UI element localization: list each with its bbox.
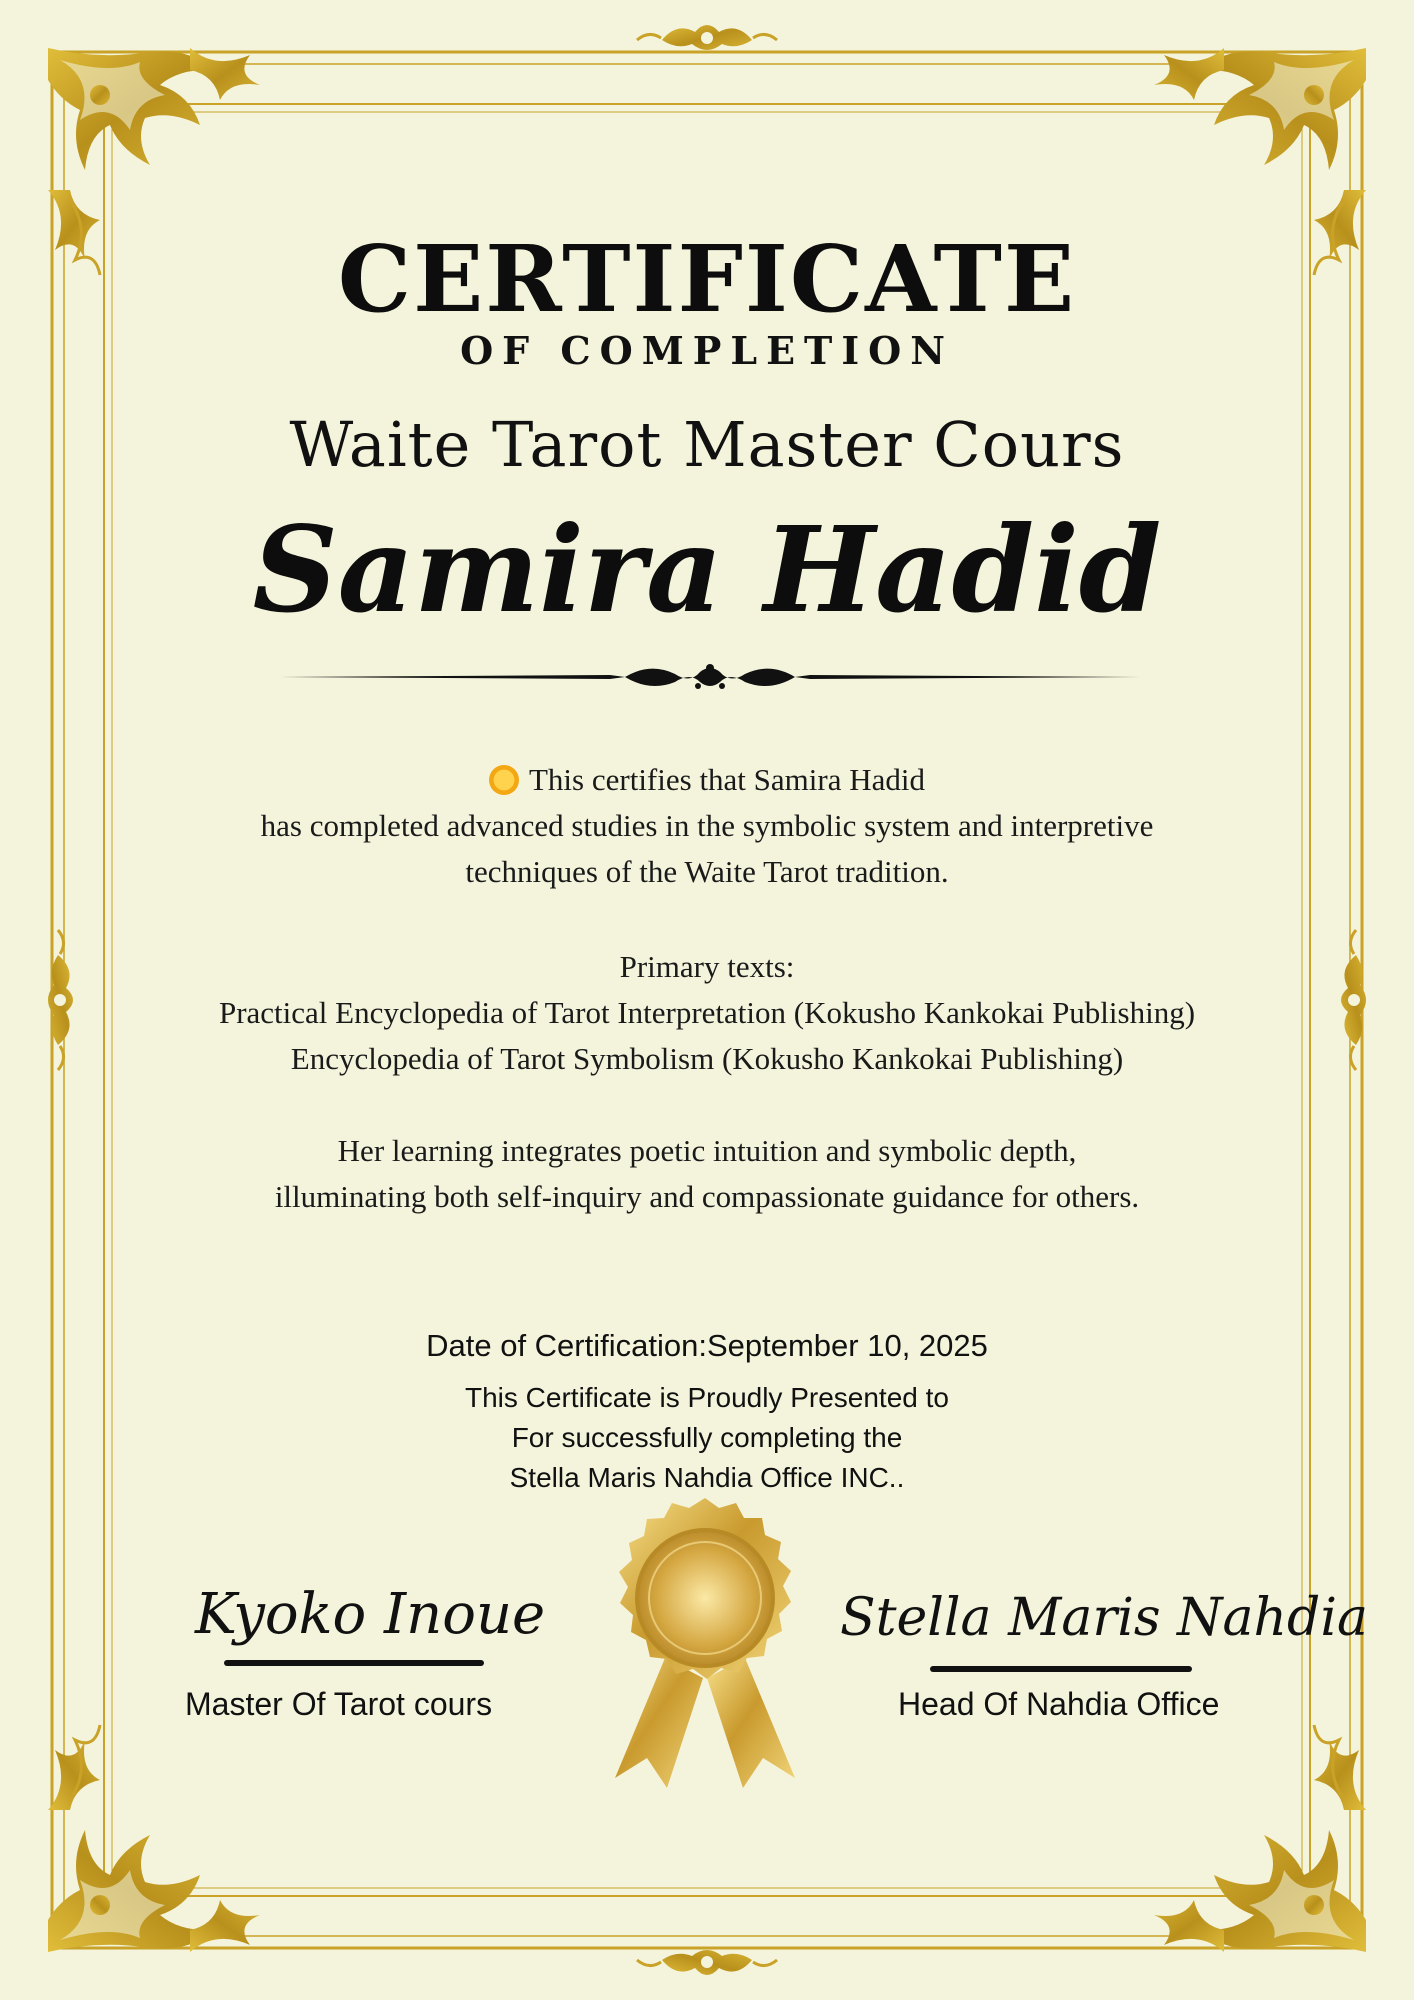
presented-line-3: Stella Maris Nahdia Office INC.. <box>509 1462 905 1493</box>
signer-role-right: Head Of Nahdia Office <box>898 1686 1220 1722</box>
signature-right: Stella Maris Nahdia <box>840 1588 1368 1648</box>
primary-texts-heading: Primary texts: <box>619 949 795 984</box>
closing-line-2: illuminating both self-inquiry and compassionate guidance for others. <box>274 1179 1140 1214</box>
primary-text-2: Encyclopedia of Tarot Symbolism (Kokusho Kankokai Publishing) <box>290 1041 1124 1076</box>
certificate-subtitle: OF COMPLETION <box>460 328 954 373</box>
primary-text-1: Practical Encyclopedia of Tarot Interpretation (Kokusho Kankokai Publishing) <box>218 995 1196 1030</box>
signer-role-left: Master Of Tarot cours <box>185 1686 493 1722</box>
certification-statement <box>0 757 1414 895</box>
primary-texts <box>0 944 1414 1082</box>
statement-line-2: has completed advanced studies in the symbolic system and interpretive <box>260 808 1154 843</box>
signature-line-left <box>224 1660 484 1666</box>
recipient-name: Samira Hadid <box>252 500 1162 639</box>
presented-line-2: For successfully completing the <box>511 1422 903 1453</box>
signature-line-right <box>930 1666 1192 1672</box>
course-name: Waite Tarot Master Cours <box>289 408 1125 481</box>
statement-line-3: techniques of the Waite Tarot tradition. <box>465 854 949 889</box>
certificate-title: CERTIFICATE <box>337 225 1077 333</box>
statement-line-1: This certifies that Samira Hadid <box>529 762 925 797</box>
closing-line-1: Her learning integrates poetic intuition and symbolic depth, <box>337 1133 1077 1168</box>
presented-line-1: This Certificate is Proudly Presented to <box>465 1382 949 1413</box>
certification-date: Date of Certification:September 10, 2025 <box>426 1328 988 1363</box>
smiling-sun-icon <box>489 765 519 795</box>
ornamental-divider <box>280 658 1140 696</box>
gold-award-seal-icon <box>585 1488 825 1788</box>
presentation-text <box>0 1378 1414 1498</box>
signature-left: Kyoko Inoue <box>195 1582 546 1647</box>
closing-statement <box>0 1128 1414 1220</box>
